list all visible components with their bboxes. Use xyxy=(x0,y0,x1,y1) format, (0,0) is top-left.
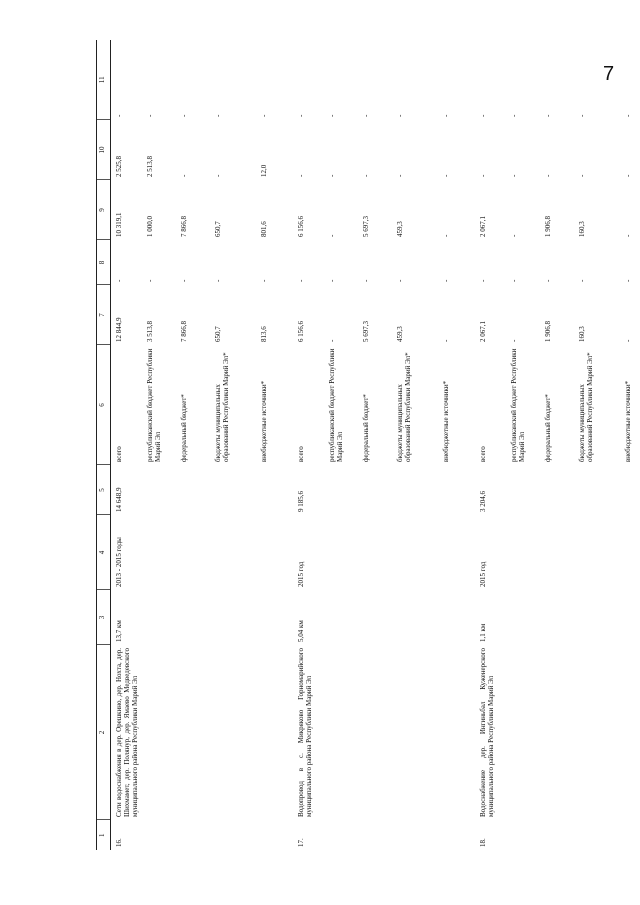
value-cell: 1 906,8 xyxy=(543,216,552,237)
value-cell: - xyxy=(179,174,188,177)
value-cell: 12 844,9 xyxy=(115,317,123,342)
col-header: 4 xyxy=(97,515,111,590)
value-cell: - xyxy=(441,339,450,342)
table-row xyxy=(475,40,509,850)
value-cell: - xyxy=(115,114,123,117)
col-header: 1 xyxy=(97,820,111,850)
value-cell: - xyxy=(296,174,305,177)
value-cell: - xyxy=(296,114,305,117)
value-cell: - xyxy=(296,279,305,282)
value-cell: 5 697,3 xyxy=(361,216,370,237)
item-capacity: 1,1 км xyxy=(478,623,487,642)
value-cell: 1 000,0 xyxy=(145,216,154,237)
value-cell: - xyxy=(259,279,268,282)
item-name: Водоснабжение дер. Ингиньбал Куженерского муниципального района Республики Марий Эл xyxy=(478,648,495,817)
value-cell: - xyxy=(327,114,336,117)
col-header: 3 xyxy=(97,590,111,645)
value-cell: - xyxy=(577,174,586,177)
value-cell: - xyxy=(213,114,222,117)
funding-source: федеральный бюджет* xyxy=(179,394,188,462)
col-header: 9 xyxy=(97,180,111,240)
funding-source: федеральный бюджет* xyxy=(361,394,370,462)
funding-source: внебюджетные источники* xyxy=(259,380,268,462)
value-cell: - xyxy=(623,234,632,237)
value-cell: 7 866,8 xyxy=(179,216,188,237)
funding-source: всего xyxy=(296,446,305,462)
value-cell: - xyxy=(543,279,552,282)
value-cell: - xyxy=(623,174,632,177)
item-capacity: 13,7 км xyxy=(115,620,123,642)
value-cell: 801,6 xyxy=(259,221,268,237)
item-cost: 14 648,9 xyxy=(115,487,123,512)
funding-source: бюджеты муниципальных образований Республики Марий Эл* xyxy=(395,352,412,462)
value-cell: - xyxy=(327,234,336,237)
funding-source: всего xyxy=(478,446,487,462)
value-cell: - xyxy=(509,234,518,237)
value-cell: - xyxy=(441,234,450,237)
value-cell: 6 156,6 xyxy=(296,321,305,342)
col-header: 6 xyxy=(97,345,111,465)
value-cell: - xyxy=(179,114,188,117)
item-number: 16. xyxy=(115,838,123,847)
item-name: Сети водоснабжения в дер. Орешкино, дер. Нохта, дер. Шихмамет, дер. Полянур, дер. Ямаево Медведевского муниципального района Республики Марий Эл xyxy=(115,648,140,817)
value-cell: - xyxy=(577,114,586,117)
value-cell: - xyxy=(213,279,222,282)
table-row xyxy=(293,40,327,850)
value-cell: - xyxy=(361,279,370,282)
funding-source: бюджеты муниципальных образований Республики Марий Эл* xyxy=(577,352,594,462)
value-cell: 7 866,8 xyxy=(179,321,188,342)
value-cell: - xyxy=(145,114,154,117)
value-cell: - xyxy=(361,174,370,177)
value-cell: 2 067,1 xyxy=(478,321,487,342)
value-cell: - xyxy=(478,279,487,282)
value-cell: 650,7 xyxy=(213,326,222,342)
value-cell: - xyxy=(395,114,404,117)
value-cell: - xyxy=(509,279,518,282)
value-cell: - xyxy=(441,174,450,177)
value-cell: 2 067,1 xyxy=(478,216,487,237)
value-cell: - xyxy=(623,114,632,117)
funding-source: внебюджетные источники* xyxy=(623,380,632,462)
value-cell: - xyxy=(623,339,632,342)
value-cell: 459,3 xyxy=(395,221,404,237)
funding-source: бюджеты муниципальных образований Республики Марий Эл* xyxy=(213,352,230,462)
value-cell: 650,7 xyxy=(213,221,222,237)
table-row xyxy=(111,40,145,850)
item-number: 17. xyxy=(296,838,305,847)
table-body xyxy=(111,40,640,850)
item-period: 2013 - 2015 годы xyxy=(115,537,123,587)
col-header: 5 xyxy=(97,465,111,515)
value-cell: 2 513,8 xyxy=(145,156,154,177)
value-cell: 160,3 xyxy=(577,221,586,237)
value-cell: 2 525,8 xyxy=(115,156,123,177)
value-cell: - xyxy=(179,279,188,282)
value-cell: - xyxy=(509,114,518,117)
value-cell: 3 513,8 xyxy=(145,321,154,342)
value-cell: - xyxy=(478,174,487,177)
header-row xyxy=(97,40,111,850)
document-sheet xyxy=(96,40,632,850)
value-cell: - xyxy=(327,339,336,342)
rotated-table-wrapper xyxy=(96,40,632,850)
value-cell: - xyxy=(213,174,222,177)
funding-source: республиканский бюджет Республики Марий Эл xyxy=(145,348,162,462)
item-period: 2015 год xyxy=(478,561,487,587)
value-cell: - xyxy=(509,339,518,342)
value-cell: - xyxy=(441,114,450,117)
funding-source: республиканский бюджет Республики Марий Эл xyxy=(509,348,526,462)
funding-source: внебюджетные источники* xyxy=(441,380,450,462)
value-cell: - xyxy=(441,279,450,282)
value-cell: - xyxy=(543,174,552,177)
value-cell: - xyxy=(327,174,336,177)
funding-source: федеральный бюджет* xyxy=(543,394,552,462)
item-cost: 9 185,6 xyxy=(296,491,305,512)
value-cell: 6 156,6 xyxy=(296,216,305,237)
item-name: Водопровод в с. Микряково Горномарийского муниципального района Республики Марий Эл xyxy=(296,648,313,817)
col-header: 8 xyxy=(97,240,111,285)
value-cell: - xyxy=(577,279,586,282)
value-cell: - xyxy=(115,279,123,282)
value-cell: - xyxy=(543,114,552,117)
col-header: 7 xyxy=(97,285,111,345)
col-header: 10 xyxy=(97,120,111,180)
value-cell: - xyxy=(509,174,518,177)
value-cell: - xyxy=(478,114,487,117)
program-table xyxy=(96,40,640,850)
value-cell: 12,0 xyxy=(259,164,268,177)
item-period: 2015 год xyxy=(296,561,305,587)
value-cell: - xyxy=(623,279,632,282)
item-cost: 3 204,6 xyxy=(478,491,487,512)
col-header: 2 xyxy=(97,645,111,820)
item-number: 18. xyxy=(478,838,487,847)
funding-source: всего xyxy=(115,446,123,462)
value-cell: 459,3 xyxy=(395,326,404,342)
funding-source: республиканский бюджет Республики Марий Эл xyxy=(327,348,344,462)
value-cell: - xyxy=(395,174,404,177)
value-cell: 160,3 xyxy=(577,326,586,342)
page-number: 7 xyxy=(603,63,615,85)
item-capacity: 5,04 км xyxy=(296,620,305,642)
col-header: 11 xyxy=(97,40,111,120)
value-cell: 10 319,1 xyxy=(115,212,123,237)
value-cell: 1 906,8 xyxy=(543,321,552,342)
value-cell: - xyxy=(327,279,336,282)
value-cell: - xyxy=(259,114,268,117)
value-cell: - xyxy=(145,279,154,282)
value-cell: 5 697,3 xyxy=(361,321,370,342)
value-cell: - xyxy=(395,279,404,282)
value-cell: 813,6 xyxy=(259,326,268,342)
value-cell: - xyxy=(361,114,370,117)
